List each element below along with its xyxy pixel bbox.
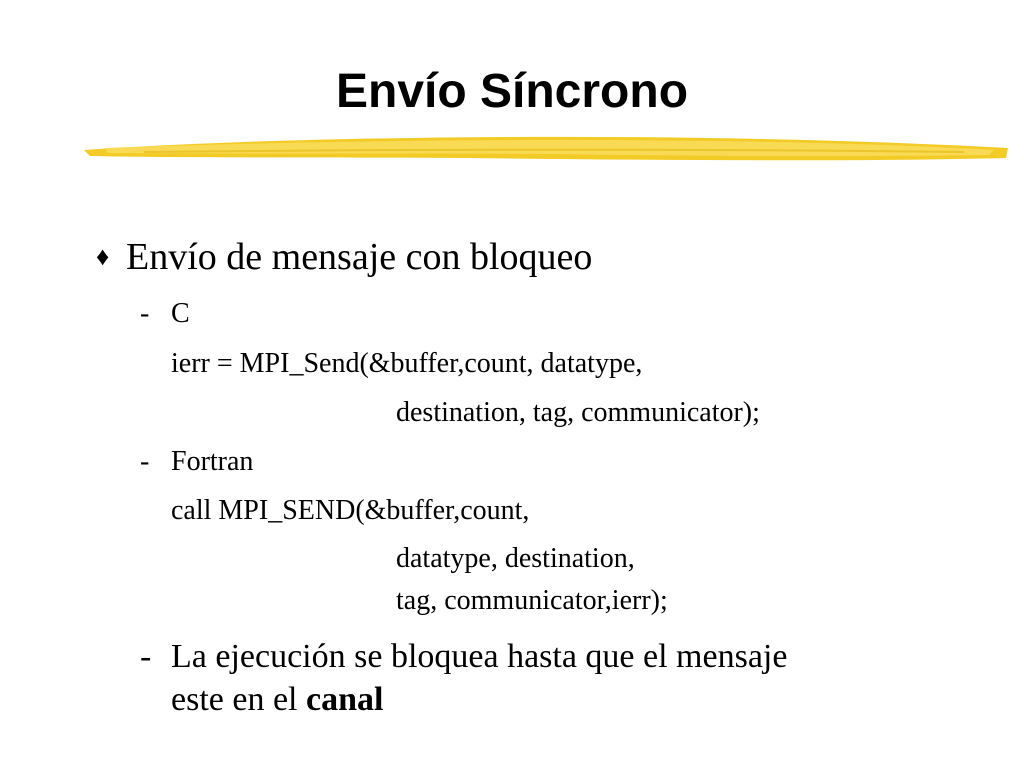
fortran-code-line-2: datatype, destination, [396, 543, 635, 574]
c-code-line-1: ierr = MPI_Send(&buffer,count, datatype, [171, 348, 643, 379]
title-brush-underline [84, 128, 1008, 168]
sub-bullet-fortran-label: Fortran [171, 446, 254, 477]
sub-bullet-blocking-line-2 [171, 679, 383, 721]
fortran-code-line-1: call MPI_SEND(&buffer,count, [171, 495, 530, 526]
sub-bullet-c-label: C [171, 298, 190, 329]
sub-bullet-blocking-prefix: este en el [171, 681, 306, 718]
c-code-line-2: destination, tag, communicator); [396, 397, 760, 428]
dash-bullet-icon: - [140, 446, 150, 477]
fortran-code-line-3: tag, communicator,ierr); [396, 585, 668, 616]
sub-bullet-blocking-line-1: La ejecución se bloquea hasta que el mensaje [171, 638, 788, 675]
main-bullet [96, 232, 592, 282]
canal-bold-word: canal [306, 681, 384, 718]
dash-bullet-icon: - [140, 638, 152, 675]
diamond-bullet-icon: ♦ [96, 242, 110, 271]
main-bullet-text: Envío de mensaje con bloqueo [126, 236, 593, 278]
dash-bullet-icon: - [140, 298, 150, 329]
slide-title: Envío Síncrono [335, 65, 689, 118]
